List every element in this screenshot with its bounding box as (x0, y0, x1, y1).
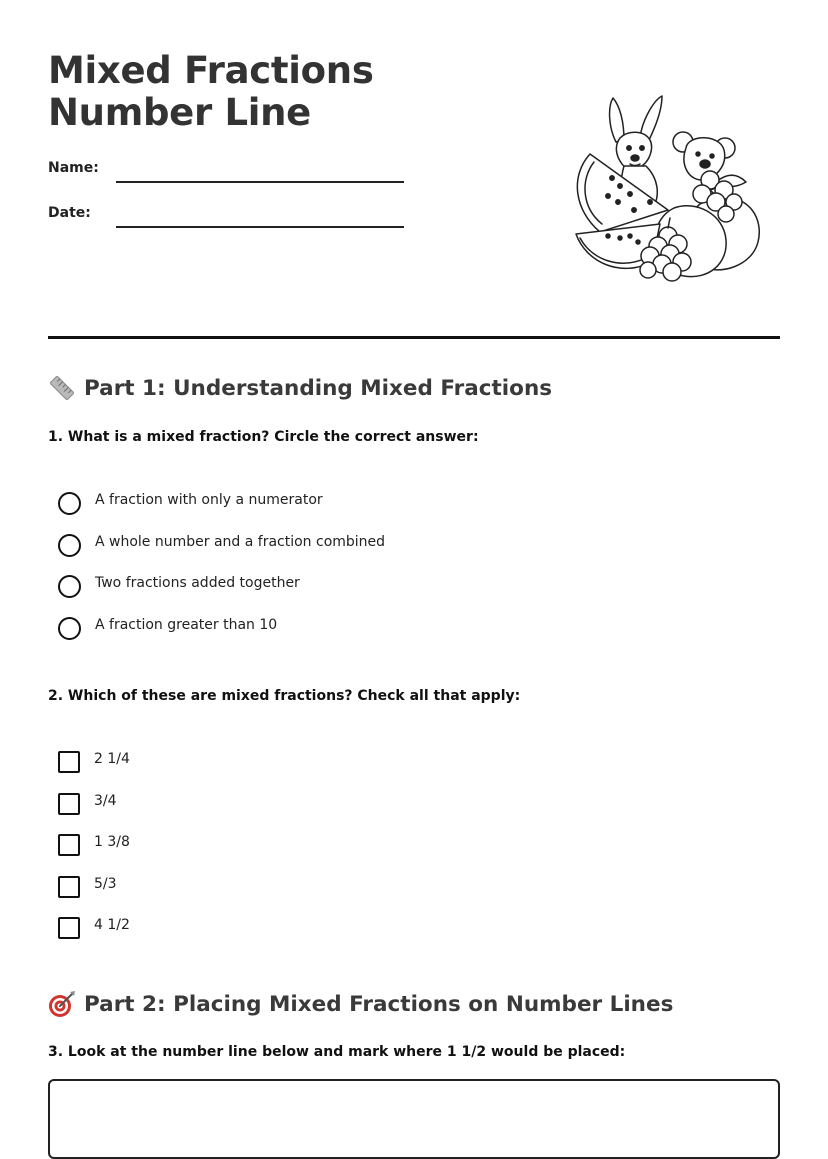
question-2-options (58, 749, 758, 957)
part1-heading (48, 374, 552, 402)
q2-option[interactable] (58, 749, 758, 791)
q2-option[interactable] (58, 874, 758, 916)
radio-circle[interactable] (58, 492, 81, 515)
q2-option[interactable] (58, 915, 758, 957)
name-underline[interactable] (116, 181, 404, 183)
q2-option[interactable] (58, 832, 758, 874)
checkbox[interactable] (58, 876, 80, 898)
date-field[interactable] (48, 205, 408, 229)
part2-heading (48, 990, 673, 1018)
q2-option[interactable] (58, 791, 758, 833)
checkbox[interactable] (58, 793, 80, 815)
q1-option[interactable] (58, 490, 758, 532)
q2-option-label: 1 3/8 (94, 834, 130, 850)
header-divider (48, 336, 780, 339)
radio-circle[interactable] (58, 617, 81, 640)
question-2-prompt: 2. Which of these are mixed fractions? Check all that apply: (48, 688, 521, 704)
checkbox[interactable] (58, 751, 80, 773)
radio-circle[interactable] (58, 575, 81, 598)
worksheet-page (48, 0, 780, 1118)
q2-option-label: 4 1/2 (94, 917, 130, 933)
number-line-box[interactable] (48, 1079, 780, 1159)
title-line-1: Mixed Fractions (48, 49, 374, 92)
q1-option-label: A fraction greater than 10 (95, 616, 278, 633)
question-1-options (58, 490, 758, 656)
q1-option[interactable] (58, 615, 758, 657)
q2-option-label: 2 1/4 (94, 751, 130, 767)
kangaroo-koala-fruit-illustration (524, 90, 760, 286)
date-underline[interactable] (116, 226, 404, 228)
ruler-icon (48, 374, 76, 402)
q1-option[interactable] (58, 532, 758, 574)
part2-heading-text: Part 2: Placing Mixed Fractions on Number Lines (84, 991, 674, 1017)
name-field[interactable] (48, 160, 408, 184)
part1-heading-text: Part 1: Understanding Mixed Fractions (84, 375, 553, 401)
question-3-prompt: 3. Look at the number line below and mark where 1 1/2 would be placed: (48, 1044, 626, 1060)
checkbox[interactable] (58, 834, 80, 856)
target-dart-icon (48, 990, 76, 1018)
worksheet-title (48, 50, 468, 134)
date-label: Date: (48, 205, 91, 221)
q1-option-label: A fraction with only a numerator (95, 492, 323, 508)
name-label: Name: (48, 160, 99, 176)
q2-option-label: 3/4 (94, 792, 117, 809)
title-line-2: Number Line (48, 91, 311, 134)
radio-circle[interactable] (58, 534, 81, 557)
question-1-prompt: 1. What is a mixed fraction? Circle the correct answer: (48, 429, 479, 445)
checkbox[interactable] (58, 917, 80, 939)
q1-option[interactable] (58, 573, 758, 615)
q2-option-label: 5/3 (94, 875, 117, 892)
q1-option-label: Two fractions added together (95, 575, 300, 591)
q1-option-label: A whole number and a fraction combined (95, 533, 386, 550)
